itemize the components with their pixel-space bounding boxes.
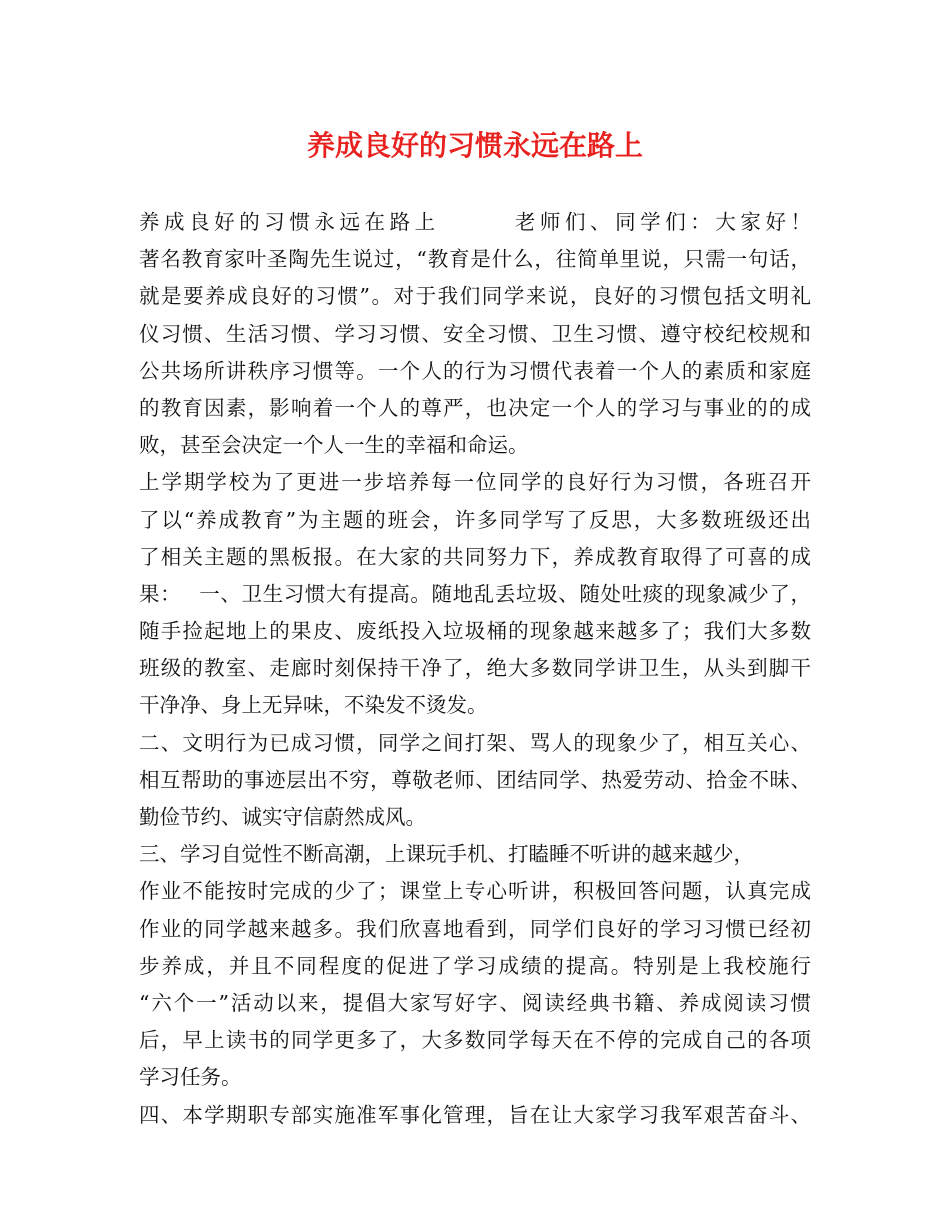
text-line: 三、学习自觉性不断高潮，上课玩手机、打瞌睡不听讲的越来越少， (139, 842, 754, 867)
text-line: “六个一”活动以来，提倡大家写好字、阅读经典书籍、养成阅读习惯 (139, 990, 811, 1015)
text-line: 作业不能按时完成的少了；课堂上专心听讲，积极回答问题，认真完成 (139, 879, 811, 904)
document-title: 养成良好的习惯永远在路上 (306, 129, 643, 162)
text-line: 仪习惯、生活习惯、学习习惯、安全习惯、卫生习惯、遵守校纪校规和 (139, 321, 811, 346)
text-line: 相互帮助的事迹层出不穷，尊敬老师、团结同学、热爱劳动、拾金不昧、 (139, 767, 811, 792)
text-line: 养成良好的习惯永远在路上 老师们、同学们：大家好！ (139, 210, 811, 234)
text-line: 四、本学期职专部实施准军事化管理，旨在让大家学习我军艰苦奋斗、 (139, 1102, 811, 1127)
document-body (139, 204, 811, 1134)
text-line: 上学期学校为了更进一步培养每一位同学的良好行为习惯，各班召开 (139, 470, 811, 495)
text-line: 败，甚至会决定一个人一生的幸福和命运。 (139, 433, 529, 458)
text-line: 的教育因素，影响着一个人的尊严，也决定一个人的学习与事业的的成 (139, 395, 811, 420)
text-line: 学习任务。 (139, 1065, 242, 1090)
text-line: 公共场所讲秩序习惯等。一个人的行为习惯代表着一个人的素质和家庭 (139, 358, 811, 383)
text-line: 作业的同学越来越多。我们欣喜地看到，同学们良好的学习习惯已经初 (139, 916, 811, 941)
text-line: 著名教育家叶圣陶先生说过，“教育是什么，往简单里说，只需一句话， (139, 247, 811, 272)
text-line: 了以“养成教育”为主题的班会，许多同学写了反思，大多数班级还出 (139, 507, 811, 532)
text-line: 班级的教室、走廊时刻保持干净了，绝大多数同学讲卫生，从头到脚干 (139, 656, 811, 681)
text-line: 就是要养成良好的习惯”。对于我们同学来说，良好的习惯包括文明礼 (139, 284, 811, 309)
text-line: 后，早上读书的同学更多了，大多数同学每天在不停的完成自己的各项 (139, 1028, 811, 1053)
text-line: 了相关主题的黑板报。在大家的共同努力下，养成教育取得了可喜的成 (139, 544, 811, 569)
text-line: 干净净、身上无异味，不染发不烫发。 (139, 693, 488, 718)
text-line: 随手捡起地上的果皮、废纸投入垃圾桶的现象越来越多了；我们大多数 (139, 619, 811, 644)
text-line: 果： 一、卫生习惯大有提高。随地乱丢垃圾、随处吐痰的现象减少了， (139, 581, 811, 606)
text-line: 二、文明行为已成习惯，同学之间打架、骂人的现象少了，相互关心、 (139, 730, 811, 755)
text-line: 步养成，并且不同程度的促进了学习成绩的提高。特别是上我校施行 (139, 953, 811, 978)
text-line: 勤俭节约、诚实守信蔚然成风。 (139, 805, 426, 829)
